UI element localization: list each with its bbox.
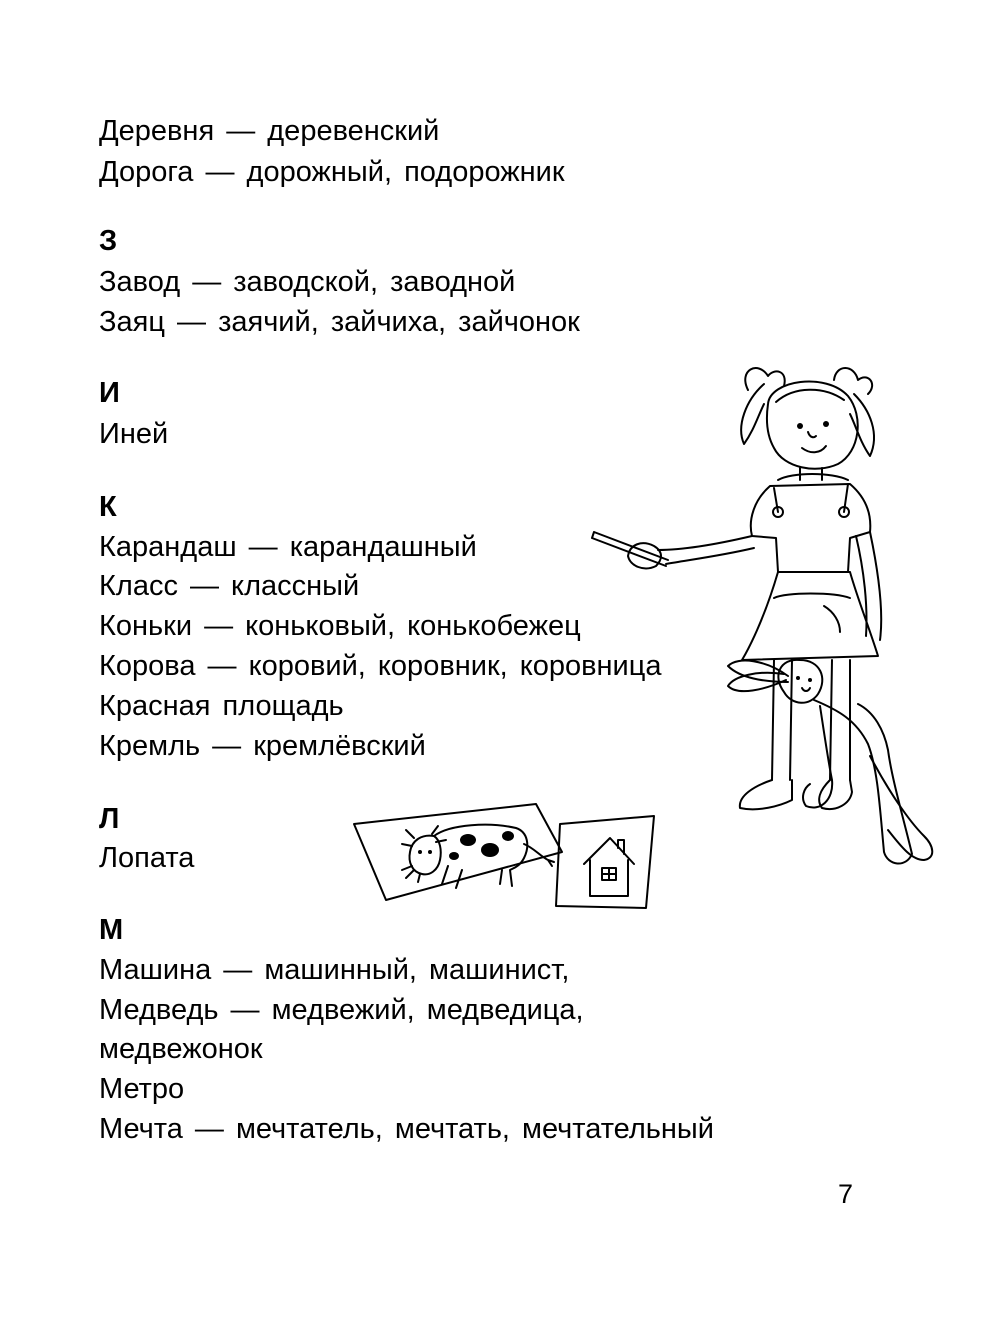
page-number: 7 [838,1179,854,1209]
entry-krasnaya-ploshchad: Красная площадь [99,690,344,722]
entry-iney: Иней [99,418,169,450]
entry-korova: Корова — коровий, коровник, коровница [99,650,662,682]
letter-heading-z: З [99,225,118,257]
entry-karandash: Карандаш — карандашный [99,531,477,563]
entry-lopata: Лопата [99,842,195,874]
entry-doroga: Дорога — дорожный, подорожник [99,156,565,188]
entry-medved: Медведь — медвежий, медведица, [99,994,584,1026]
entry-zavod: Завод — заводской, заводной [99,266,516,298]
girl-with-rabbit-illustration [588,360,938,880]
entry-kreml: Кремль — кремлёвский [99,730,426,762]
entry-klass: Класс — классный [99,570,360,602]
entry-derevnya: Деревня — деревенский [99,115,440,147]
entry-mechta: Мечта — мечтатель, мечтать, мечтательный [99,1113,714,1145]
entry-konki: Коньки — коньковый, конькобежец [99,610,581,642]
entry-medvezhonok: медвежонок [99,1033,263,1065]
letter-heading-m: М [99,914,124,946]
letter-heading-k: К [99,491,117,523]
entry-zayats: Заяц — заячий, зайчиха, зайчонок [99,306,580,338]
entry-mashina: Машина — машинный, машинист, [99,954,570,986]
letter-heading-l: Л [99,803,120,835]
entry-metro: Метро [99,1073,185,1105]
letter-heading-i: И [99,377,120,409]
